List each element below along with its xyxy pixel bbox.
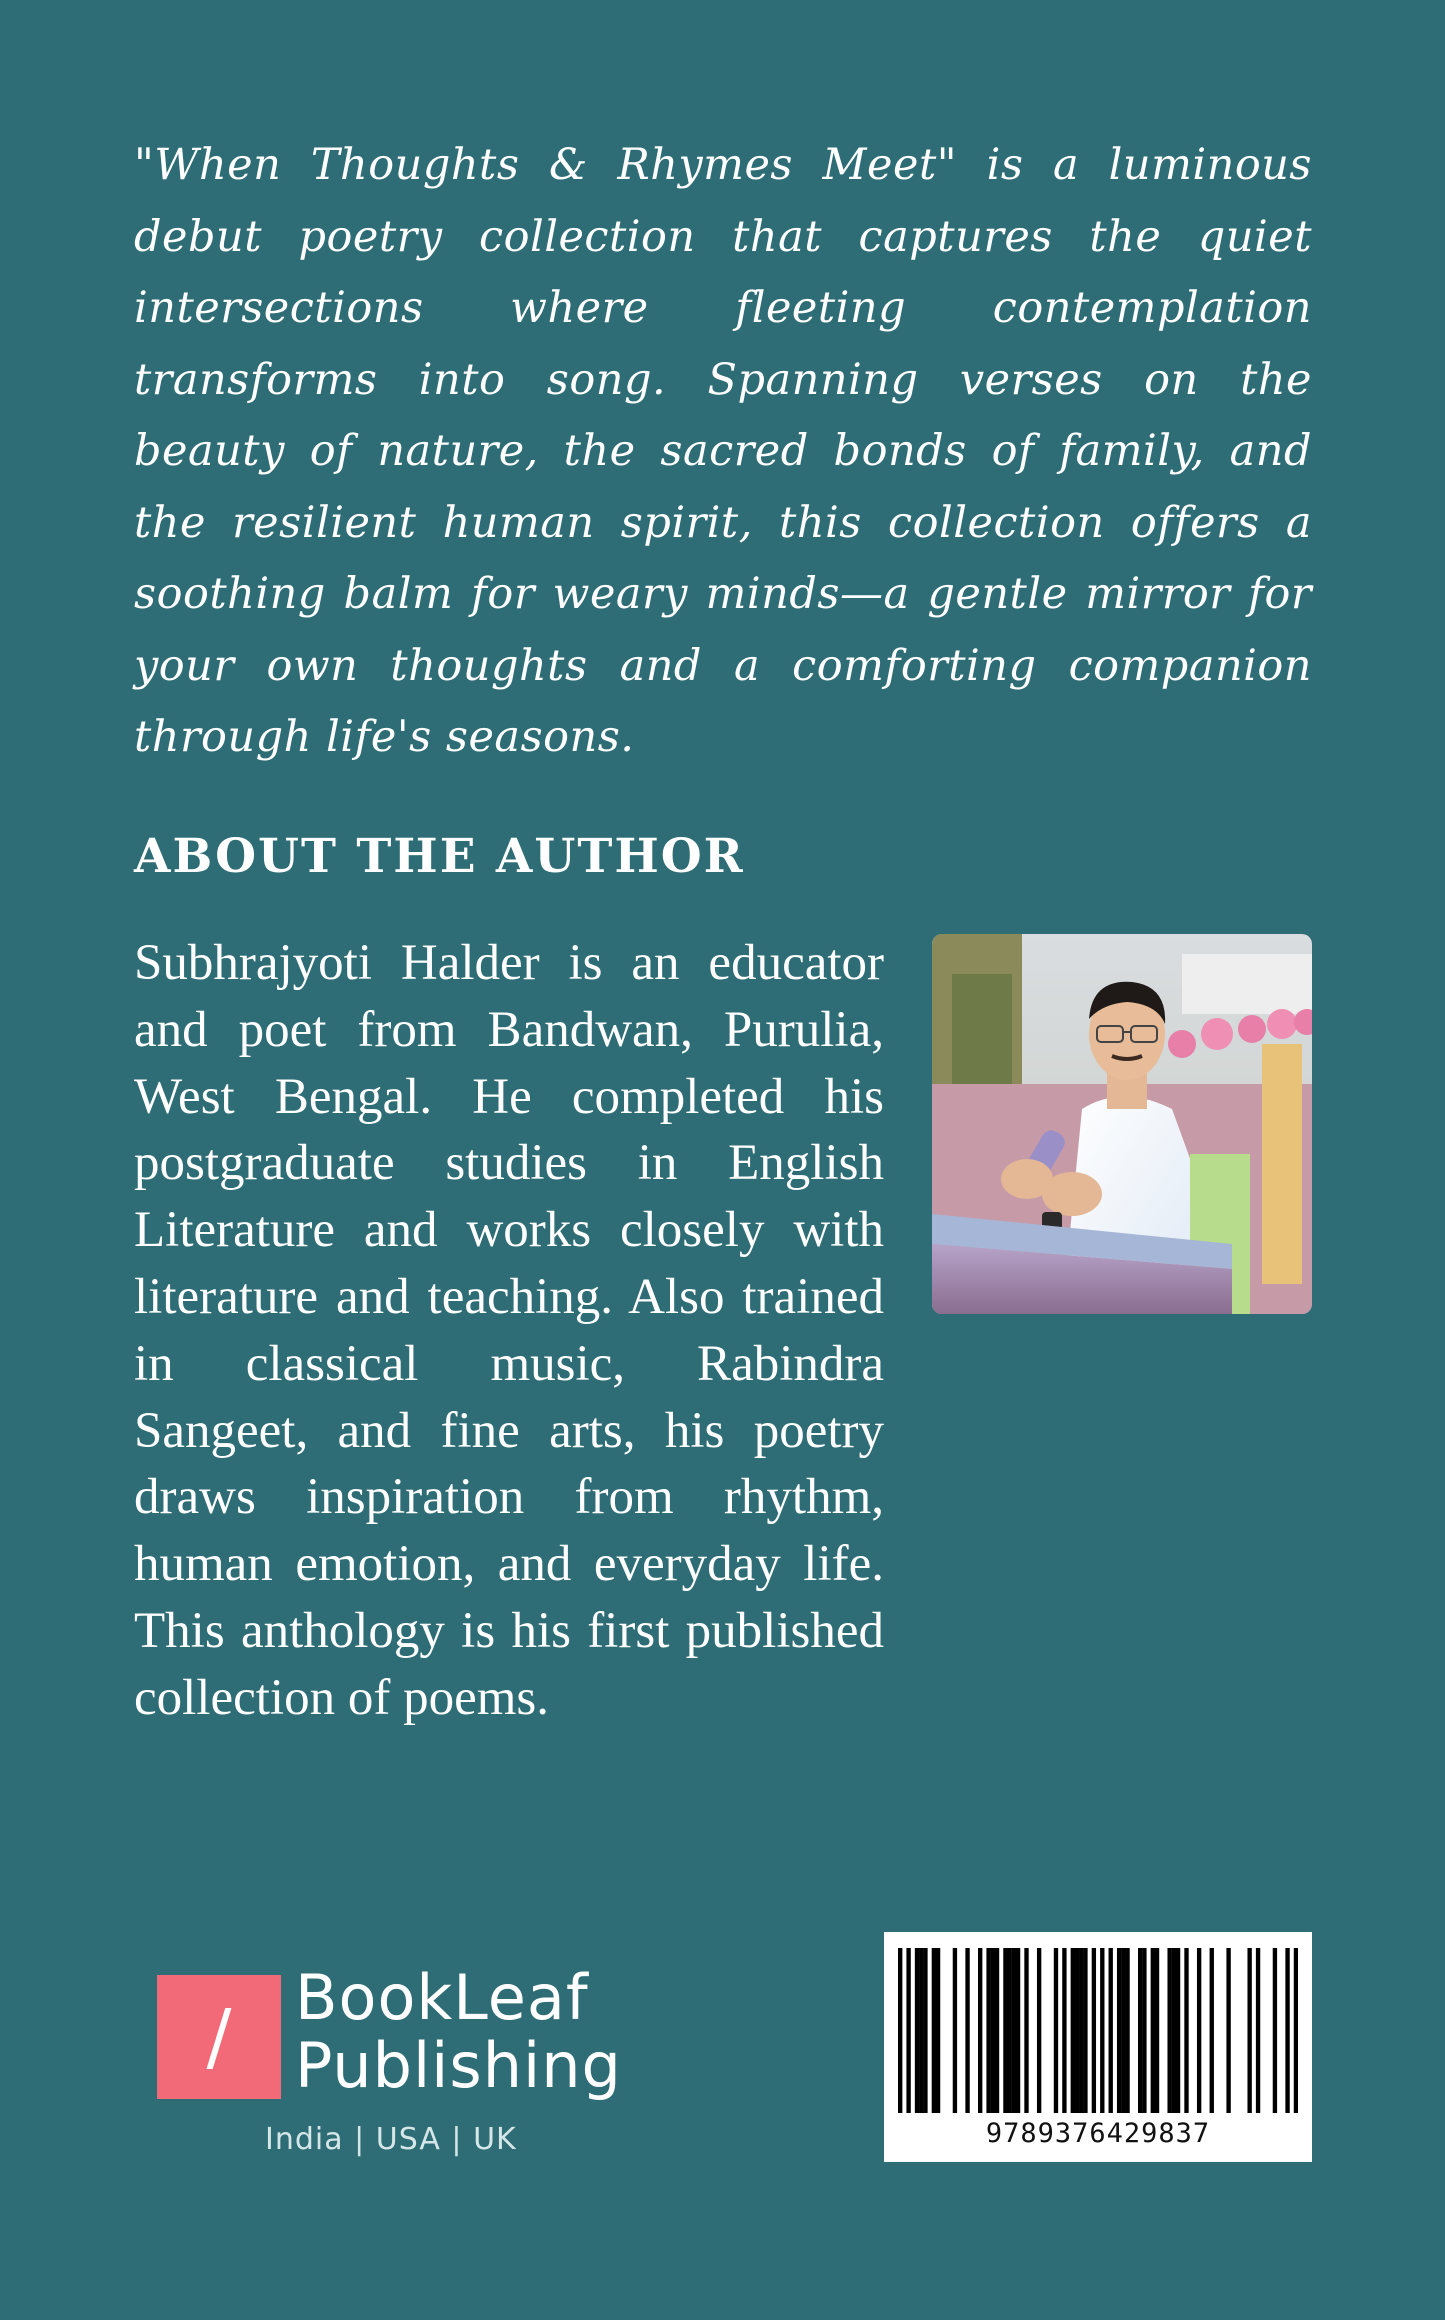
isbn-number: 9789376429837 [985, 2118, 1211, 2149]
barcode-bar [1172, 1948, 1176, 2113]
barcode-bar [1184, 1948, 1188, 2113]
barcode-bar [953, 1948, 957, 2113]
barcode-bar [932, 1948, 936, 2113]
barcode-bar [986, 1948, 990, 2113]
barcode-bar [1109, 1948, 1113, 2113]
barcode-bar [1121, 1948, 1125, 2113]
barcode-bar [1197, 1948, 1201, 2113]
barcode-bar [1117, 1948, 1121, 2113]
barcode-bar [906, 1948, 910, 2113]
barcode-bar [1071, 1948, 1075, 2113]
author-bio: Subhrajyoti Halder is an educator and poet from Bandwan, Purulia, West Bengal. He completed his postgraduate studies in English Literature and works closely with literature and teaching. Also trained in classical music, Rabindra Sangeet, and fine arts, his poetry draws inspiration from rhythm, human emotion, and everyday life. This anthology is his first published collection of poems. [134, 935, 884, 1726]
barcode-bar [1155, 1948, 1159, 2113]
barcode-bar [1151, 1948, 1155, 2113]
author-portrait-image [932, 934, 1312, 1314]
barcode-bar [1037, 1948, 1041, 2113]
barcode-bar [936, 1948, 940, 2113]
publisher-name-line1: BookLeaf [295, 1961, 589, 2034]
publisher-logo [157, 1961, 622, 2107]
barcode-bar [1210, 1948, 1214, 2113]
barcode-bar [1016, 1948, 1020, 2113]
barcode-bar [978, 1948, 982, 2113]
bookleaf-logo-icon [157, 1975, 281, 2099]
barcode-bar [1003, 1948, 1007, 2113]
barcode-bar [1167, 1948, 1171, 2113]
barcode-bars [898, 1948, 1298, 2113]
publisher-name-line2: Publishing [295, 2029, 622, 2102]
barcode-bar [1273, 1948, 1277, 2113]
barcode-bar [1285, 1948, 1289, 2113]
barcode-bar [1100, 1948, 1104, 2113]
barcode-bar [1092, 1948, 1096, 2113]
barcode-bar [1247, 1948, 1251, 2113]
barcode-bar [915, 1948, 919, 2113]
barcode-bar [1256, 1948, 1260, 2113]
barcode-bar [1054, 1948, 1058, 2113]
barcode-bar [1024, 1948, 1028, 2113]
about-author-heading: ABOUT THE AUTHOR [134, 829, 745, 884]
barcode-bar [923, 1948, 927, 2113]
barcode-bar [1138, 1948, 1142, 2113]
barcode-bar [1125, 1948, 1129, 2113]
barcode-bar [919, 1948, 923, 2113]
barcode-bar [1142, 1948, 1146, 2113]
isbn-barcode [884, 1932, 1312, 2162]
barcode-bar [1079, 1948, 1083, 2113]
barcode-bar [1226, 1948, 1230, 2113]
publisher-regions: India | USA | UK [265, 2122, 517, 2157]
barcode-bar [1075, 1948, 1079, 2113]
barcode-bar [1083, 1948, 1087, 2113]
barcode-bar [898, 1948, 902, 2113]
barcode-bar [1012, 1948, 1016, 2113]
logo-slash: / [206, 1994, 232, 2080]
barcode-bar [1294, 1948, 1298, 2113]
barcode-bar [1062, 1948, 1066, 2113]
barcode-bar [1007, 1948, 1011, 2113]
author-photo [932, 934, 1312, 1314]
book-blurb: "When Thoughts & Rhymes Meet" is a luminous debut poetry collection that captures the quiet intersections where fleeting contemplation transforms into song. Spanning verses on the beauty of nature, the sacred bonds of family, and the resilient human spirit, this collection offers a soothing balm for weary minds—a gentle mirror for your own thoughts and a comforting companion through life's seasons. [134, 140, 1312, 762]
barcode-bar [965, 1948, 969, 2113]
barcode-bar [995, 1948, 999, 2113]
barcode-bar [1176, 1948, 1180, 2113]
barcode-bar [991, 1948, 995, 2113]
